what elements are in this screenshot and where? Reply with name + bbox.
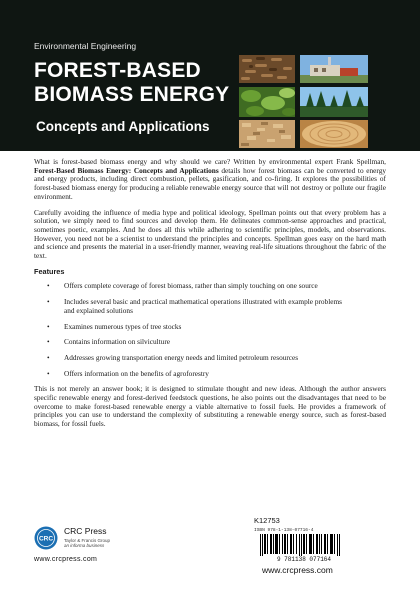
wood-chips-photo [239, 120, 295, 148]
description-paragraph-2: Carefully avoiding the influence of media hype and political ideology, Spellman points out that every problem has a solution, we simply need to find sources and develop them. He delineates common-sense approaches and practical, sometimes poetic, examples. And he does all this while adhering to scientific principles, models, and observations. However, you need not be a scientist to understand the principles and concepts. Spellman goes easy on the hard math and science and presents the material in a user-friendly manner, weaving real-life situations throughout the fabric of the text. [34, 207, 386, 261]
log-cross-section-photo [300, 120, 368, 148]
feature-item: • Offers information on the benefits of agroforestry [47, 368, 209, 378]
book-subtitle: Concepts and Applications [36, 119, 210, 134]
barcode-block [254, 528, 354, 564]
book-title-inline: Forest-Based Biomass Energy: Concepts and Applications [34, 165, 219, 175]
product-code: K12753 [254, 516, 280, 525]
website-link[interactable]: www.crcpress.com [262, 565, 333, 575]
paragraph-1-lead: What is forest-based biomass energy and why should we care? Written by environmental expert Frank Spellman, [34, 157, 386, 166]
feature-item: • Includes several basic and practical mathematical operations illustrated with example problems and explained solutions [47, 297, 342, 315]
features-heading: Features [34, 266, 65, 276]
feature-item: • Contains information on silviculture [47, 337, 170, 347]
publisher-tagline: an informa business [64, 543, 105, 548]
feature-item: • Addresses growing transportation energy needs and limited petroleum resources [47, 352, 299, 362]
back-cover-text [34, 158, 386, 436]
description-paragraph-1 [34, 158, 386, 202]
publisher-group: Taylor & Francis Group [64, 538, 111, 543]
barcode [260, 534, 340, 556]
leaves-photo [239, 87, 295, 117]
features-list [34, 282, 386, 378]
bullet-icon: • [47, 321, 50, 331]
bullet-icon: • [47, 337, 50, 347]
book-title: FOREST-BASED BIOMASS ENERGY [34, 59, 230, 106]
biomass-plant-photo [300, 55, 368, 83]
ean-number: 9 781138 077164 [276, 556, 331, 563]
logo-text: CRC [38, 535, 54, 543]
forest-photo [300, 87, 368, 117]
description-paragraph-3: This is not merely an answer book; it is designed to stimulate thought and new ideas. Although the author answers specific renewable energy and forest-derived feedstock questions, he also points out the disadvantages that need to be overcome to make forest-based renewable energy a viable alternative to fossil fuels. He provides a framework of principles you can use to understand the complexity of substituting a renewable energy source, such as forest-based biomass, for fossil fuels. [34, 384, 386, 429]
bullet-icon: • [47, 352, 50, 362]
wood-pellets-photo [239, 55, 295, 83]
publisher-website-link[interactable]: www.crcpress.com [34, 556, 98, 563]
bullet-icon: • [47, 281, 50, 291]
bullet-icon: • [47, 368, 50, 378]
cover-top-band [0, 0, 420, 151]
feature-item: • Offers complete coverage of forest biomass, rather than simply touching on one source [47, 281, 318, 291]
bullet-icon: • [47, 297, 50, 307]
series-name: Environmental Engineering [34, 41, 137, 51]
paragraph-1-tail: details how forest biomass can be converted to energy and energy products, including direct combustion, pellets, gasification, and co-firing. It explores the possibilities of forest-based biomass energy for producing a reliable renewable energy source that will not destroy or pollute our fragile environment. [34, 165, 386, 201]
publisher-name: CRC Press [64, 526, 107, 536]
isbn-number: ISBN 978-1-138-07716-4 [254, 528, 314, 533]
feature-item: • Examines numerous types of tree stocks [47, 321, 182, 331]
crc-press-logo [34, 526, 58, 550]
